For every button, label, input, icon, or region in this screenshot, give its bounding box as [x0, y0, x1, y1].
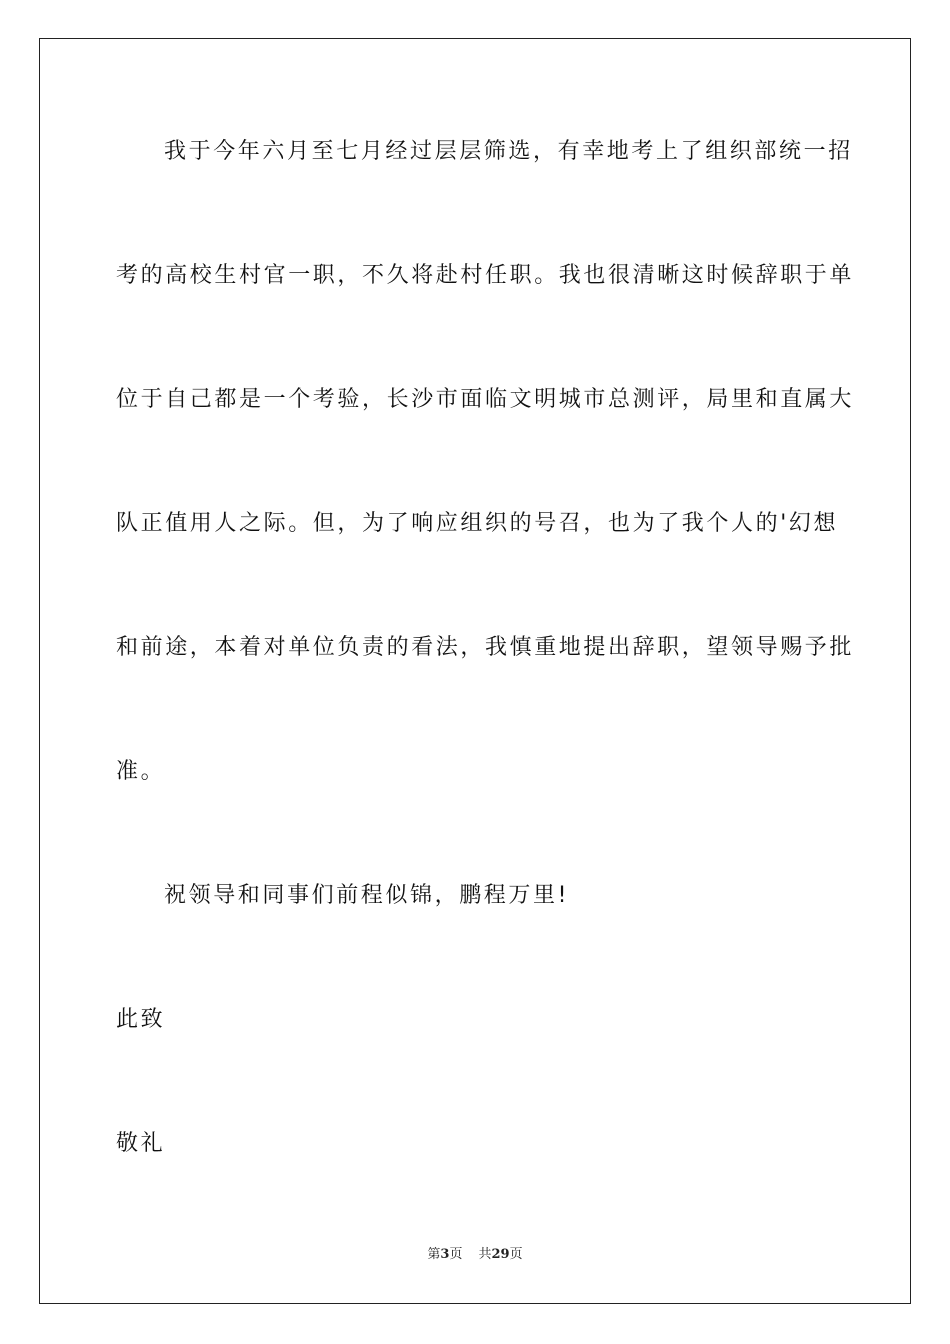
paragraph-line-4: 队正值用人之际。但，为了响应组织的号召，也为了我个人的'幻想 — [116, 511, 839, 536]
footer-page-number: 3 — [440, 1247, 450, 1262]
closing-wish: 祝领导和同事们前程似锦，鹏程万里! — [164, 883, 570, 908]
footer-total-prefix: 共 — [478, 1247, 492, 1262]
footer-page-prefix: 第 — [427, 1247, 441, 1262]
paragraph-line-5: 和前途，本着对单位负责的看法，我慎重地提出辞职，望领导赐予批 — [116, 635, 855, 660]
footer-total-pages: 29 — [491, 1247, 510, 1262]
page-footer — [0, 1246, 950, 1264]
footer-total-suffix: 页 — [509, 1247, 523, 1262]
paragraph-line-1: 我于今年六月至七月经过层层筛选，有幸地考上了组织部统一招 — [164, 139, 853, 164]
paragraph-line-3: 位于自己都是一个考验，长沙市面临文明城市总测评，局里和直属大 — [116, 387, 855, 412]
salutation-cizhi: 此致 — [116, 1007, 166, 1032]
page-border — [39, 38, 911, 1304]
paragraph-line-6: 准。 — [116, 759, 166, 784]
footer-page-suffix: 页 — [449, 1247, 463, 1262]
paragraph-line-2: 考的高校生村官一职，不久将赴村任职。我也很清晰这时候辞职于单 — [116, 263, 855, 288]
salutation-jingli: 敬礼 — [116, 1131, 166, 1156]
